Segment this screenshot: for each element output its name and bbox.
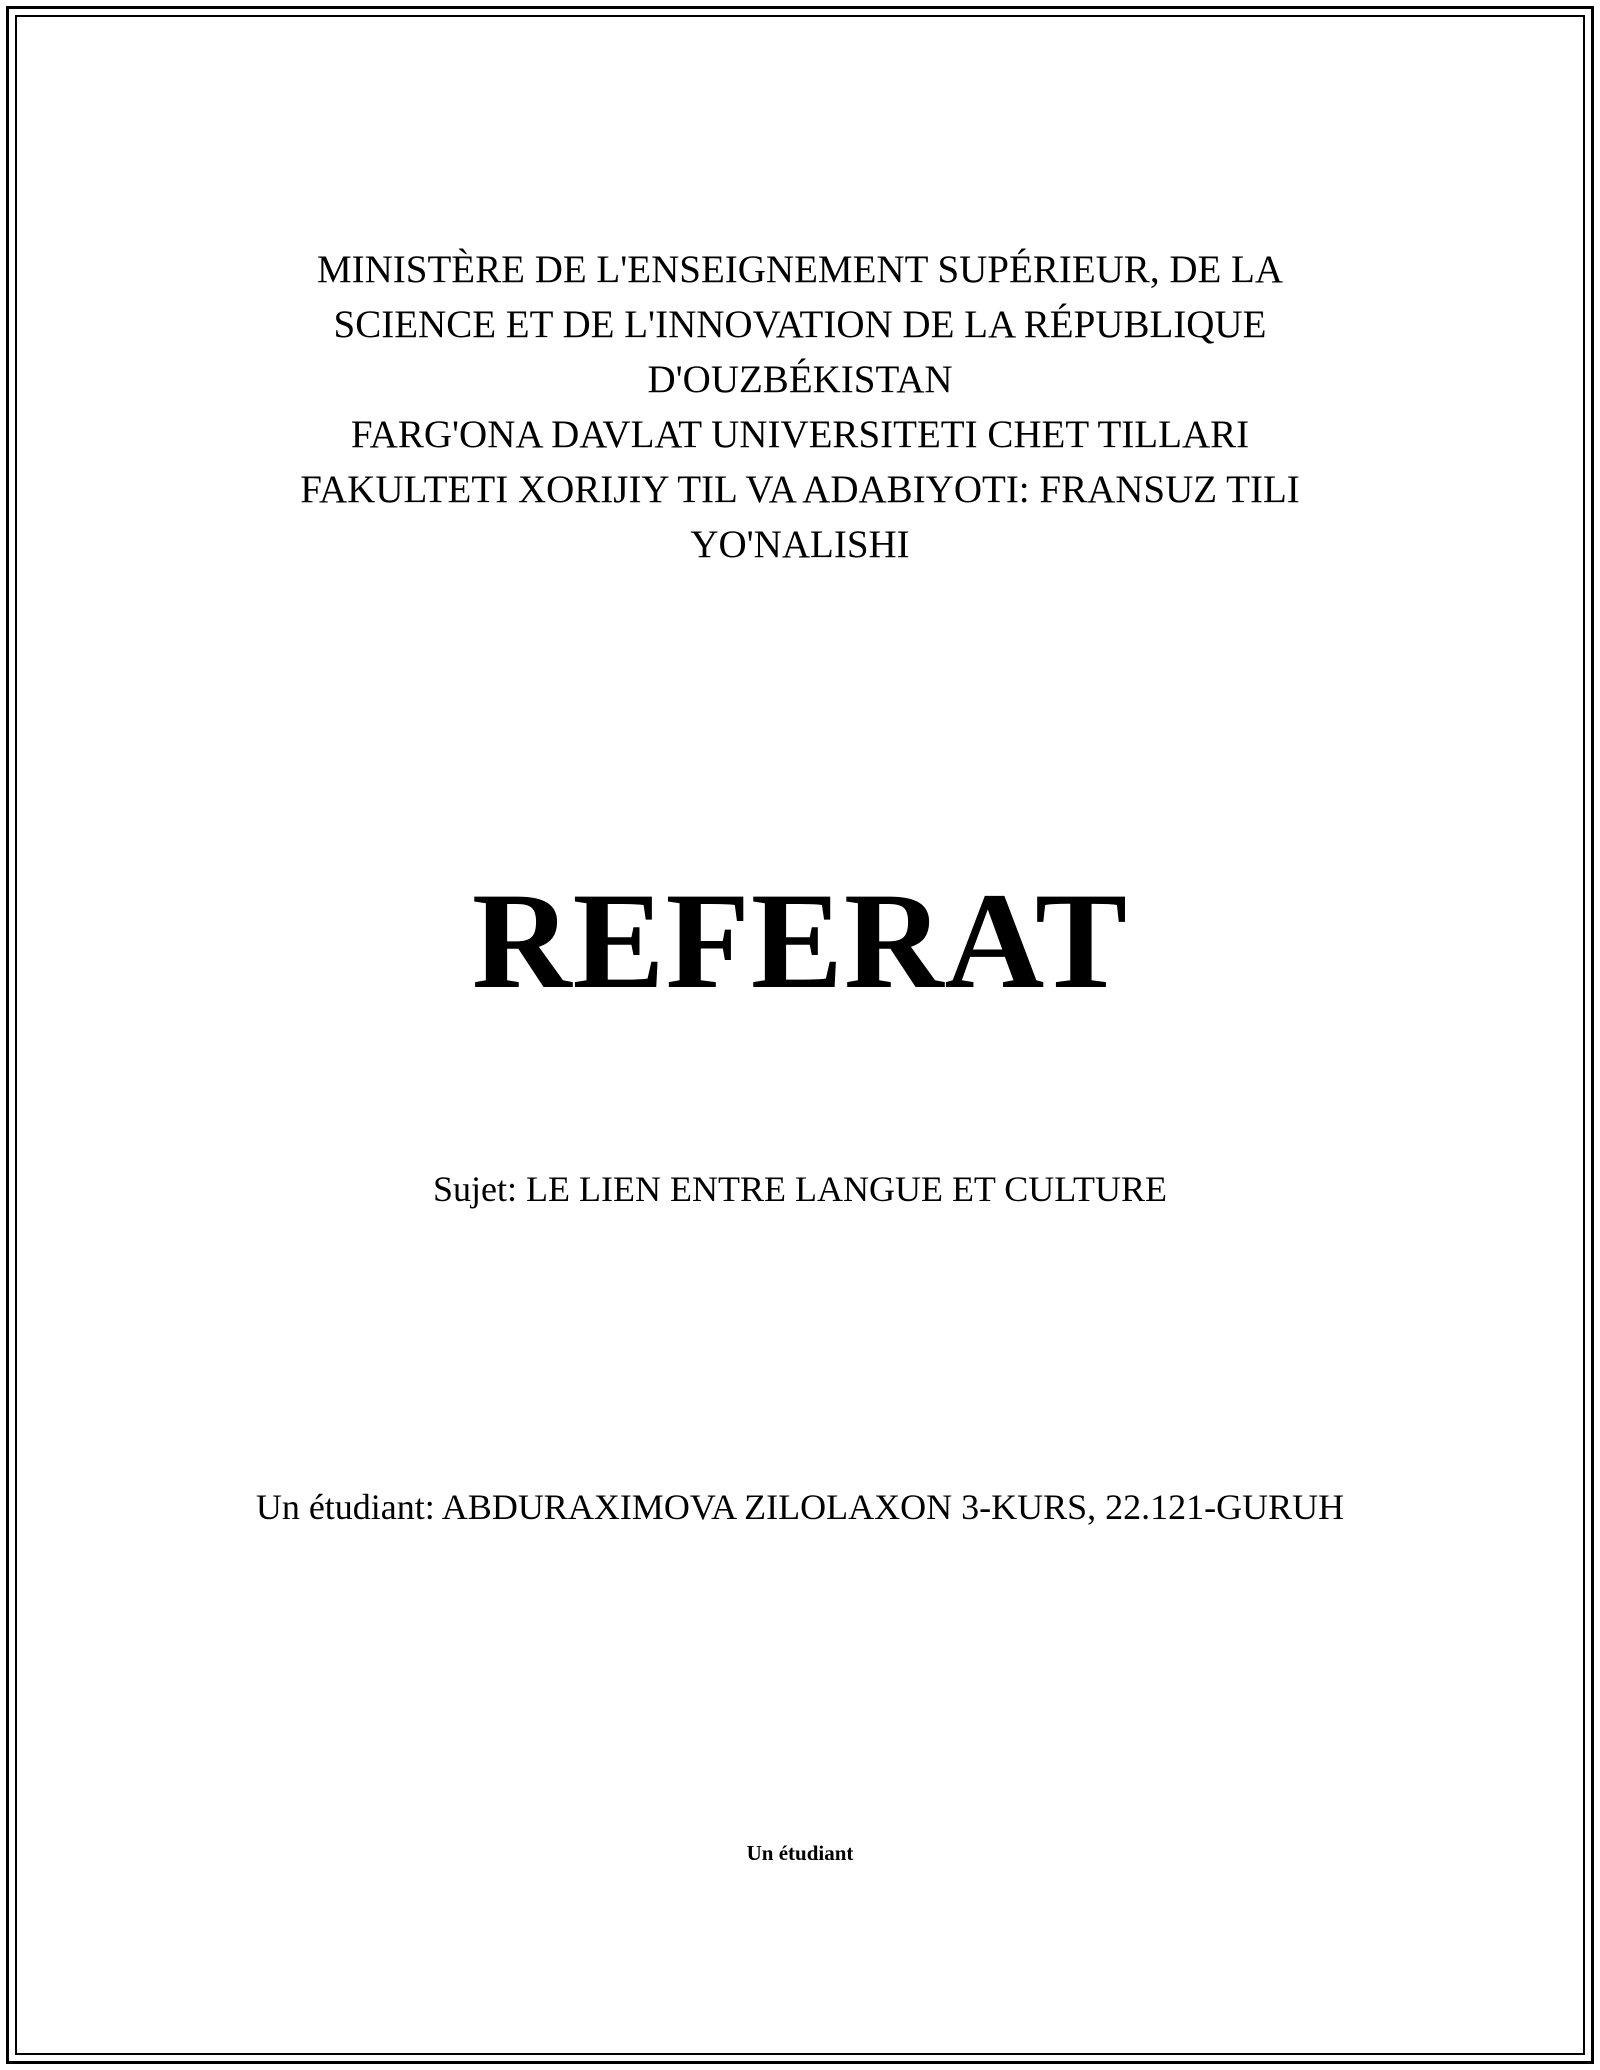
document-title: REFERAT — [471, 864, 1129, 1017]
header-line: FARG'ONA DAVLAT UNIVERSITETI CHET TILLARI — [350, 413, 1250, 456]
student-line: Un étudiant: ABDURAXIMOVA ZILOLAXON 3-KURS, 22.121-GURUH — [255, 1487, 1345, 1527]
header-line: FAKULTETI XORIJIY TIL VA ADABIYOTI: FRANSUZ TILI — [300, 468, 1300, 511]
header-line: YO'NALISHI — [690, 523, 910, 566]
institution-header — [0, 242, 1600, 572]
footer-label: Un étudiant — [746, 1841, 854, 1865]
header-line: MINISTÈRE DE L'ENSEIGNEMENT SUPÉRIEUR, DE LA — [316, 248, 1284, 291]
header-line: D'OUZBÉKISTAN — [647, 358, 953, 401]
subject-line: Sujet: LE LIEN ENTRE LANGUE ET CULTURE — [433, 1169, 1167, 1209]
header-line: SCIENCE ET DE L'INNOVATION DE LA RÉPUBLIQUE — [333, 303, 1267, 346]
